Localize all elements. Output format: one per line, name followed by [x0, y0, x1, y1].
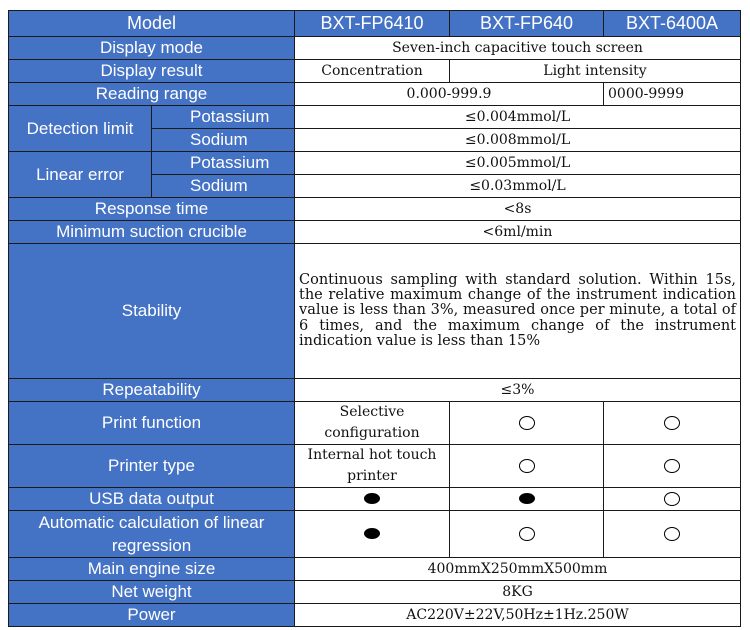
- open-circle-icon: [519, 527, 535, 541]
- detection-limit-sodium-value: ≤0.008mmol/L: [295, 129, 741, 152]
- model-label: Model: [9, 11, 295, 37]
- linear-error-sodium-label: Sodium: [152, 175, 295, 198]
- usb-output-fp640: [450, 488, 604, 511]
- display-mode-value: Seven-inch capacitive touch screen: [295, 37, 741, 60]
- print-function-6400a: [604, 402, 741, 445]
- open-circle-icon: [664, 527, 680, 541]
- model-bxt-6400a: BXT-6400A: [604, 11, 741, 37]
- table-row: [9, 244, 741, 379]
- min-suction-value: <6ml/min: [295, 221, 741, 244]
- auto-calc-label: Automatic calculation of linear regression: [9, 511, 295, 558]
- detection-limit-potassium-label: Potassium: [152, 106, 295, 129]
- open-circle-icon: [664, 416, 680, 430]
- usb-output-label: USB data output: [9, 488, 295, 511]
- print-function-value-a: Selective configuration: [295, 402, 450, 445]
- engine-size-label: Main engine size: [9, 558, 295, 581]
- display-result-value-b: Light intensity: [450, 60, 741, 83]
- header-row: [9, 11, 741, 37]
- auto-calc-6400a: [604, 511, 741, 558]
- usb-output-fp6410: [295, 488, 450, 511]
- table-row: [9, 604, 741, 627]
- detection-limit-potassium-value: ≤0.004mmol/L: [295, 106, 741, 129]
- table-row: [9, 488, 741, 511]
- linear-error-potassium-label: Potassium: [152, 152, 295, 175]
- open-circle-icon: [664, 459, 680, 473]
- stability-label: Stability: [9, 244, 295, 379]
- table-row: [9, 60, 741, 83]
- table-row: [9, 152, 741, 175]
- detection-limit-sodium-label: Sodium: [152, 129, 295, 152]
- model-bxt-fp640: BXT-FP640: [450, 11, 604, 37]
- printer-type-value-a: Internal hot touch printer: [295, 445, 450, 488]
- print-function-label: Print function: [9, 402, 295, 445]
- filled-dot-icon: [364, 493, 380, 504]
- table-row: [9, 558, 741, 581]
- display-result-label: Display result: [9, 60, 295, 83]
- table-row: [9, 379, 741, 402]
- power-value: AC220V±22V,50Hz±1Hz.250W: [295, 604, 741, 627]
- model-bxt-fp6410: BXT-FP6410: [295, 11, 450, 37]
- table-row: [9, 221, 741, 244]
- table-row: [9, 83, 741, 106]
- min-suction-label: Minimum suction crucible: [9, 221, 295, 244]
- detection-limit-label: Detection limit: [9, 106, 152, 152]
- printer-type-label: Printer type: [9, 445, 295, 488]
- print-function-fp640: [450, 402, 604, 445]
- open-circle-icon: [519, 459, 535, 473]
- open-circle-icon: [519, 416, 535, 430]
- printer-type-fp640: [450, 445, 604, 488]
- auto-calc-fp6410: [295, 511, 450, 558]
- display-result-value-a: Concentration: [295, 60, 450, 83]
- spec-table: [8, 10, 741, 627]
- table-row: [9, 511, 741, 558]
- table-row: [9, 445, 741, 488]
- display-mode-label: Display mode: [9, 37, 295, 60]
- repeatability-value: ≤3%: [295, 379, 741, 402]
- engine-size-value: 400mmX250mmX500mm: [295, 558, 741, 581]
- table-row: [9, 581, 741, 604]
- auto-calc-fp640: [450, 511, 604, 558]
- table-row: [9, 37, 741, 60]
- net-weight-value: 8KG: [295, 581, 741, 604]
- reading-range-label: Reading range: [9, 83, 295, 106]
- table-row: [9, 198, 741, 221]
- reading-range-value-b: 0000-9999: [604, 83, 741, 106]
- filled-dot-icon: [519, 493, 535, 504]
- linear-error-sodium-value: ≤0.03mmol/L: [295, 175, 741, 198]
- power-label: Power: [9, 604, 295, 627]
- response-time-value: <8s: [295, 198, 741, 221]
- response-time-label: Response time: [9, 198, 295, 221]
- open-circle-icon: [664, 492, 680, 506]
- net-weight-label: Net weight: [9, 581, 295, 604]
- stability-value: Continuous sampling with standard solution. Within 15s, the relative maximum change of the instrument indication value is less than 3%, measured once per minute, a total of 6 times, and the maximum change of the instrument indication value is less than 15%: [295, 244, 741, 379]
- reading-range-value-a: 0.000-999.9: [295, 83, 604, 106]
- table-row: [9, 106, 741, 129]
- linear-error-label: Linear error: [9, 152, 152, 198]
- table-row: [9, 402, 741, 445]
- linear-error-potassium-value: ≤0.005mmol/L: [295, 152, 741, 175]
- usb-output-6400a: [604, 488, 741, 511]
- filled-dot-icon: [364, 528, 380, 539]
- repeatability-label: Repeatability: [9, 379, 295, 402]
- printer-type-6400a: [604, 445, 741, 488]
